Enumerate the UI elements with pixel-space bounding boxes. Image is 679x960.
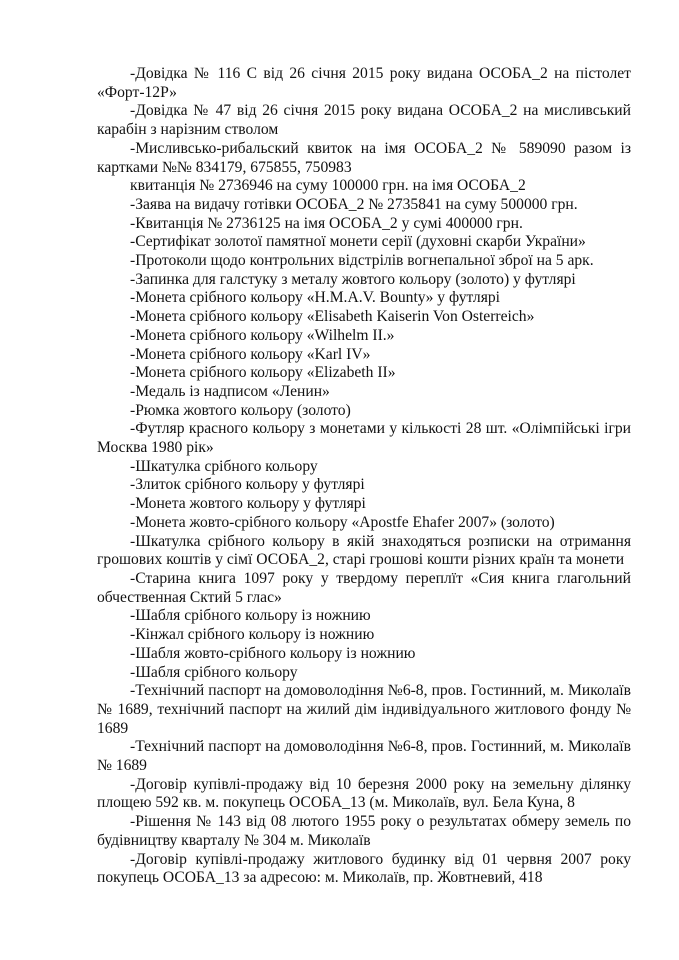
document-paragraph: -Футляр красного кольору з монетами у кількості 28 шт. «Олімпійські ігри Москва 1980 рік» — [97, 420, 631, 457]
document-paragraph: -Довідка № 47 від 26 січня 2015 року видана ОСОБА_2 на мисливський карабін з нарізним стволом — [97, 102, 631, 139]
document-paragraph: -Шкатулка срібного кольору в якій знаходяться розписки на отримання грошових коштів у сімї ОСОБА_2, старі грошові кошти різних країн та монети — [97, 532, 631, 569]
document-paragraph: -Рюмка жовтого кольору (золото) — [130, 401, 351, 419]
document-paragraph: -Договір купівлі-продажу від 10 березня 2000 року на земельну ділянку площею 592 кв. м. покупець ОСОБА_13 (м. Миколаїв, вул. Бела Куна, 8 — [97, 775, 631, 812]
document-paragraph: -Медаль із надписом «Ленин» — [130, 382, 330, 400]
document-paragraph: -Договір купівлі-продажу житлового будинку від 01 червня 2007 року покупець ОСОБА_13 за адресою: м. Миколаїв, пр. Жовтневий, 418 — [97, 850, 631, 887]
document-paragraph: -Монета жовто-срібного кольору «Apostfe Ehafer 2007» (золото) — [130, 513, 555, 531]
document-paragraph: -Старина книга 1097 року у твердому переплїт «Сия книга глагольний обчественная Сктий 5 глас» — [97, 569, 631, 606]
document-paragraph: -Шабля срібного кольору із ножнию — [130, 607, 371, 625]
document-paragraph: -Монета срібного кольору «Karl IV» — [130, 345, 371, 363]
document-paragraph: -Сертифікат золотої памятної монети серії (духовні скарби України» — [130, 233, 586, 251]
document-paragraph: -Шкатулка срібного кольору — [130, 457, 318, 475]
document-paragraph: -Монета жовтого кольору у футлярі — [130, 495, 366, 513]
document-paragraph: -Шабля жовто-срібного кольору із ножнию — [130, 644, 416, 662]
document-paragraph: -Технічний паспорт на домоволодіння №6-8, пров. Гостинний, м. Миколаїв № 1689 — [97, 738, 631, 775]
document-paragraph: -Монета срібного кольору «Elisabeth Kaiserin Von Osterreich» — [130, 308, 535, 326]
document-paragraph: -Шабля срібного кольору — [130, 663, 298, 681]
document-paragraph: -Кінжал срібного кольору із ножнию — [130, 626, 375, 644]
document-paragraph: -Протоколи щодо контрольних відстрілів вогнепальної зброї на 5 арк. — [130, 252, 594, 270]
document-paragraph: -Монета срібного кольору «H.M.A.V. Bounty» у футлярі — [130, 289, 500, 307]
document-paragraph: -Запинка для галстуку з металу жовтого кольору (золото) у футлярі — [130, 270, 576, 288]
document-paragraph: -Технічний паспорт на домоволодіння №6-8, пров. Гостинний, м. Миколаїв № 1689, технічний паспорт на жилий дім індивідуального житлового фонду № 1689 — [97, 682, 631, 737]
document-paragraph: -Рішення № 143 від 08 лютого 1955 року о результатах обмеру земель по будівництву кварталу № 304 м. Миколаїв — [97, 813, 631, 849]
document-paragraph: -Заява на видачу готівки ОСОБА_2 № 2735841 на суму 500000 грн. — [130, 195, 578, 213]
document-paragraph: -Монета срібного кольору «Elizabeth II» — [130, 364, 396, 382]
document-paragraph: -Монета срібного кольору «Wilhelm II.» — [130, 326, 395, 344]
document-paragraph: -Злиток срібного кольору у футлярі — [130, 476, 365, 494]
document-paragraph: -Мисливсько-рибальский квиток на імя ОСОБА_2 № 589090 разом із картками №№ 834179, 675855, 750983 — [97, 139, 631, 176]
document-paragraph: квитанція № 2736946 на суму 100000 грн. на імя ОСОБА_2 — [130, 177, 526, 195]
document-page — [97, 65, 631, 888]
document-paragraph: -Довідка № 116 С від 26 січня 2015 року видана ОСОБА_2 на пістолет «Форт-12Р» — [97, 65, 631, 101]
document-paragraph: -Квитанція № 2736125 на імя ОСОБА_2 у сумі 400000 грн. — [130, 214, 523, 232]
